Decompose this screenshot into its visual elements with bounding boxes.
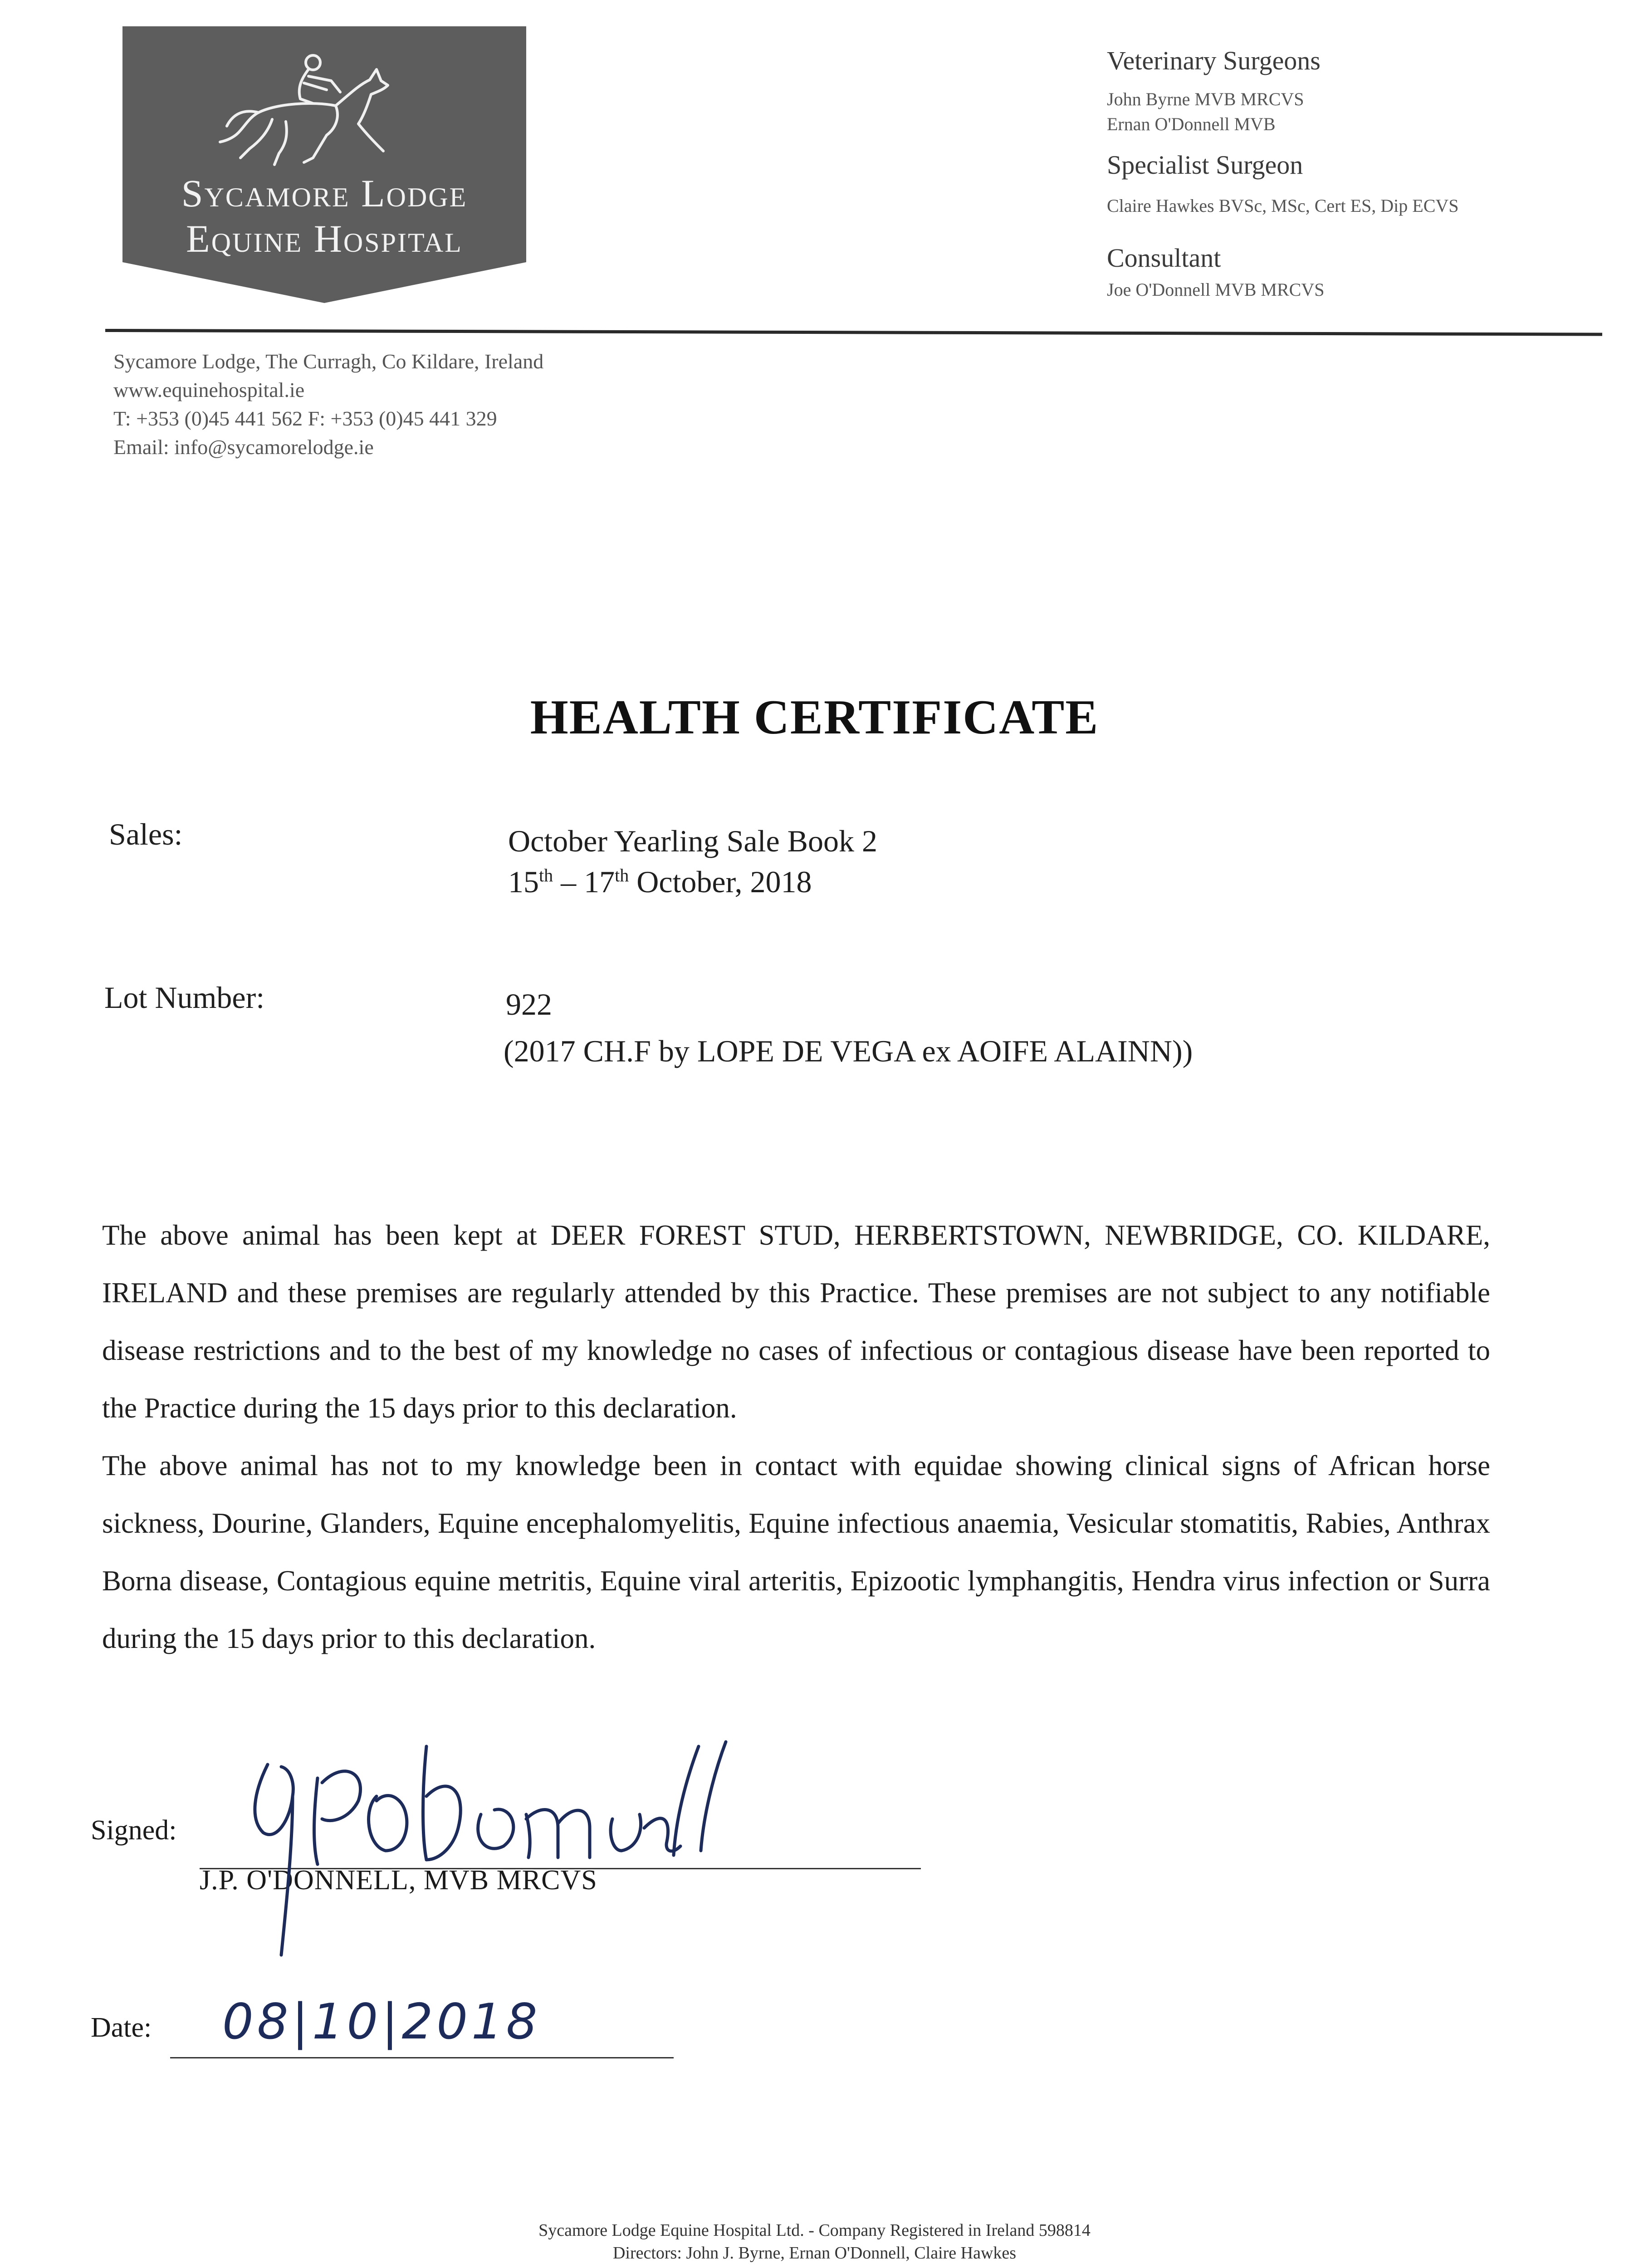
signer-name: J.P. O'DONNELL, MVB MRCVS: [200, 1865, 597, 1896]
vets-heading: Veterinary Surgeons: [1107, 46, 1321, 75]
consultant-heading: Consultant: [1107, 243, 1221, 273]
handwritten-signature: [213, 1728, 785, 1964]
sales-dates: 15th – 17th October, 2018: [508, 865, 812, 899]
footer-company: Sycamore Lodge Equine Hospital Ltd. - Company Registered in Ireland 598814: [538, 2221, 1091, 2240]
lot-label: Lot Number:: [104, 980, 265, 1015]
declaration-text: [102, 1207, 1490, 1667]
certificate-title: HEALTH CERTIFICATE: [530, 690, 1099, 744]
email-link[interactable]: Email: info@sycamorelodge.ie: [113, 435, 374, 459]
signature-scribble: [213, 1728, 785, 1964]
logo-banner: [122, 26, 526, 303]
vet-name-1: John Byrne MVB MRCVS: [1107, 89, 1304, 109]
header-divider: [105, 329, 1602, 336]
sales-label: Sales:: [109, 817, 183, 851]
specialist-name: Claire Hawkes BVSc, MSc, Cert ES, Dip ECVS: [1107, 196, 1459, 216]
phone-fax: T: +353 (0)45 441 562 F: +353 (0)45 441 329: [113, 407, 497, 430]
handwritten-date: 08|10|2018: [222, 1994, 541, 2050]
date-label: Date:: [91, 2012, 152, 2043]
vet-name-2: Ernan O'Donnell MVB: [1107, 114, 1276, 134]
footer-directors: Directors: John J. Byrne, Ernan O'Donnell, Claire Hawkes: [612, 2244, 1017, 2263]
signed-label: Signed:: [91, 1815, 177, 1846]
sales-name: October Yearling Sale Book 2: [508, 824, 878, 858]
logo-line-1: Sycamore Lodge: [181, 171, 468, 215]
consultant-name: Joe O'Donnell MVB MRCVS: [1107, 279, 1325, 300]
declaration-paragraph-2: The above animal has not to my knowledge been in contact with equidae showing clinical signs of African horse sickness, Dourine, Glanders, Equine encephalomyelitis, Equine infectious anaemia, Vesicular stomatitis, Rabies, Anthrax Borna disease, Contagious equine metritis, Equine viral arteritis, Epizootic lymphangitis, Hendra virus infection or Surra during the 15 days prior to this declaration.: [102, 1450, 1490, 1654]
hospital-logo: [122, 26, 526, 303]
date-line: [170, 2057, 674, 2058]
address-line: Sycamore Lodge, The Curragh, Co Kildare, Ireland: [113, 350, 544, 373]
specialist-heading: Specialist Surgeon: [1107, 150, 1303, 180]
website-link[interactable]: www.equinehospital.ie: [113, 378, 305, 401]
declaration-paragraph-1: The above animal has been kept at DEER FOREST STUD, HERBERTSTOWN, NEWBRIDGE, CO. KILDARE, IRELAND and these premises are regularly attended by this Practice. These premises are not subject to any notifiable disease restrictions and to the best of my knowledge no cases of infectious or contagious disease have been reported to the Practice during the 15 days prior to this declaration.: [102, 1219, 1490, 1424]
lot-description: (2017 CH.F by LOPE DE VEGA ex AOIFE ALAINN)): [504, 1034, 1193, 1068]
lot-number: 922: [506, 987, 552, 1022]
logo-line-2: Equine Hospital: [186, 217, 463, 260]
